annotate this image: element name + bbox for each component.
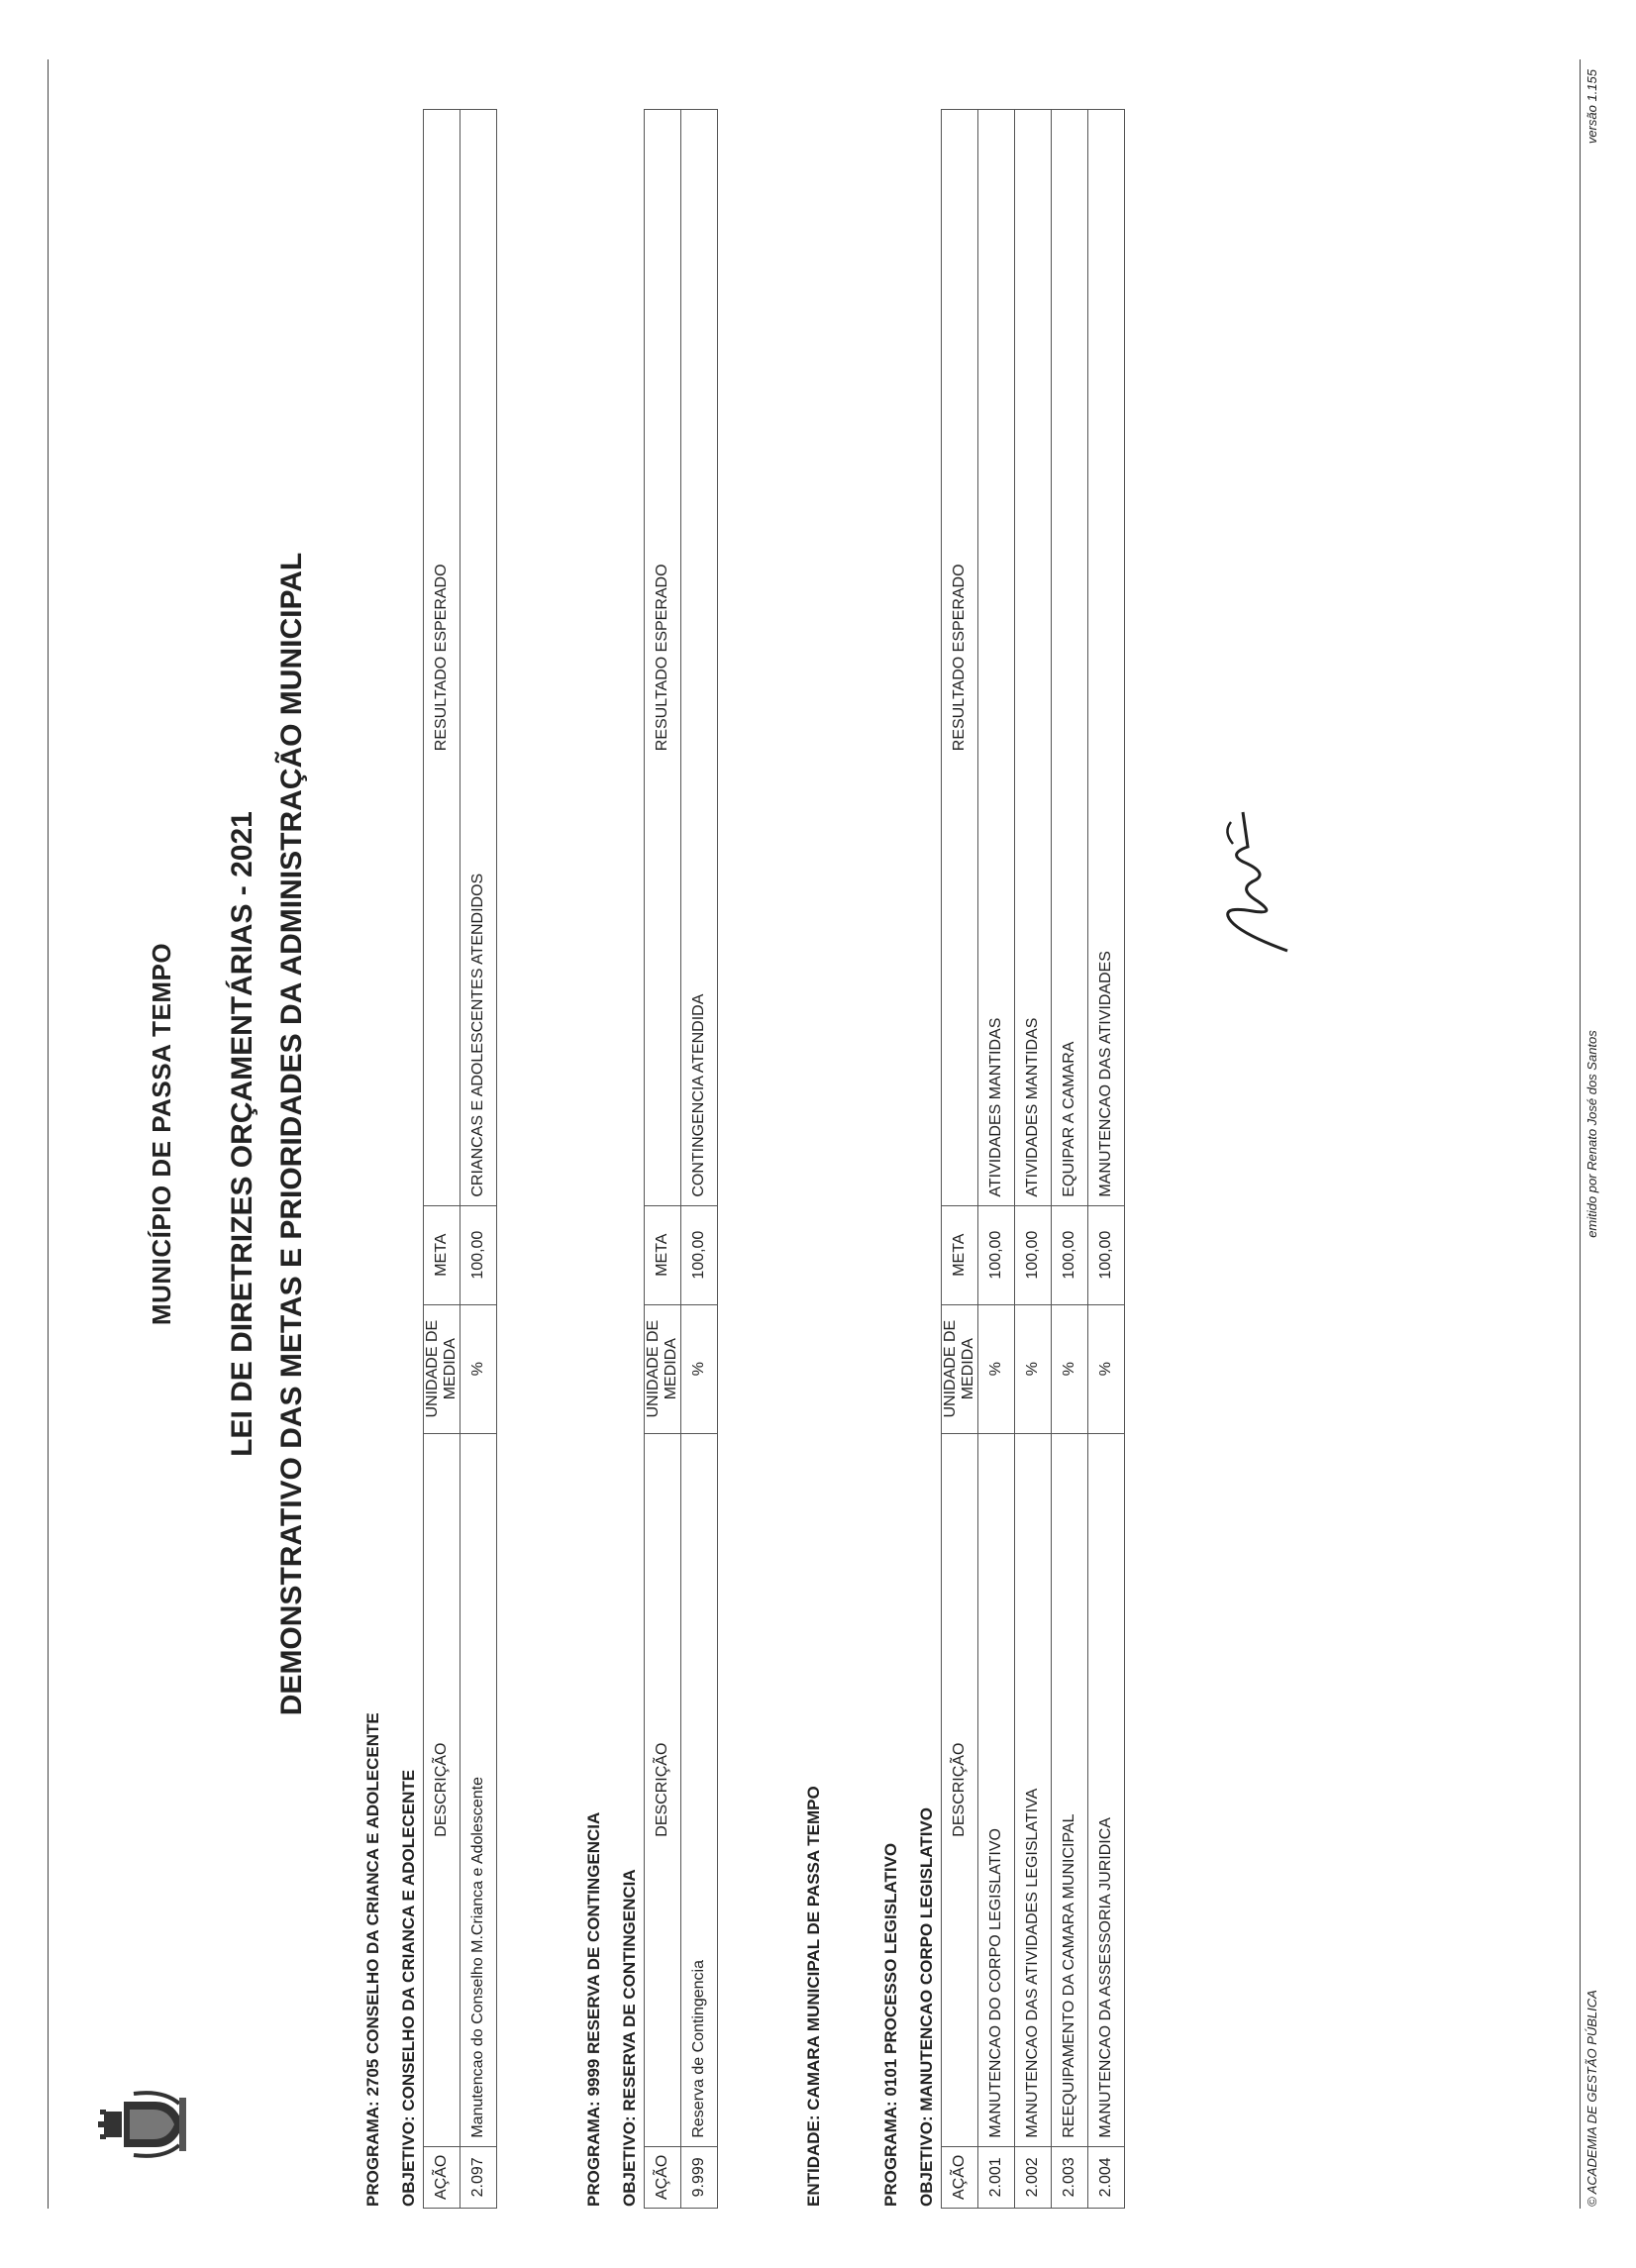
acao-cell: 2.003 — [1052, 2146, 1088, 2208]
acao-cell: 2.001 — [978, 2146, 1015, 2208]
col-resultado-header: RESULTADO ESPERADO — [942, 110, 978, 1206]
bottom-rule — [1580, 59, 1581, 2209]
table-header-row — [942, 110, 978, 2209]
acao-cell: 2.002 — [1015, 2146, 1052, 2208]
meta-cell: 100,00 — [681, 1205, 718, 1304]
table-row — [978, 110, 1015, 2209]
law-title: LEI DE DIRETRIZES ORÇAMENTÁRIAS - 2021 — [226, 811, 258, 1457]
top-rule — [48, 59, 49, 2209]
objetivo-9999-label: OBJETIVO: RESERVA DE CONTINGENCIA — [620, 1869, 639, 2207]
entidade-label: ENTIDADE: CAMARA MUNICIPAL DE PASSA TEMPO — [804, 1786, 823, 2207]
table-programa-9999 — [644, 109, 718, 2209]
unidade-cell: % — [1015, 1304, 1052, 1433]
meta-cell: 100,00 — [978, 1205, 1015, 1304]
acao-cell: 2.004 — [1088, 2146, 1125, 2208]
col-meta-header: META — [645, 1205, 681, 1304]
descricao-cell: MANUTENCAO DAS ATIVIDADES LEGISLATIVA — [1015, 1433, 1052, 2146]
table-row — [1015, 110, 1052, 2209]
col-descricao-header: DESCRIÇÃO — [424, 1433, 460, 2146]
acao-cell: 9.999 — [681, 2146, 718, 2208]
municipality-title: MUNICÍPIO DE PASSA TEMPO — [147, 942, 176, 1326]
programa-0101-label: PROGRAMA: 0101 PROCESSO LEGISLATIVO — [881, 1842, 900, 2207]
descricao-cell: Manutencao do Conselho M.Crianca e Adolescente — [460, 1433, 497, 2146]
signature-icon — [1213, 802, 1302, 961]
table-header-row — [645, 110, 681, 2209]
unidade-cell: % — [681, 1304, 718, 1433]
acao-cell: 2.097 — [460, 2146, 497, 2208]
unidade-cell: % — [1052, 1304, 1088, 1433]
col-unidade-header: UNIDADE DE MEDIDA — [942, 1304, 978, 1433]
report-title: DEMONSTRATIVO DAS METAS E PRIORIDADES DA ADMINISTRAÇÃO MUNICIPAL — [275, 552, 308, 1716]
resultado-cell: CONTINGENCIA ATENDIDA — [681, 110, 718, 1206]
descricao-cell: MANUTENCAO DO CORPO LEGISLATIVO — [978, 1433, 1015, 2146]
resultado-cell: EQUIPAR A CAMARA — [1052, 110, 1088, 1206]
meta-cell: 100,00 — [1052, 1205, 1088, 1304]
table-header-row — [424, 110, 460, 2209]
col-meta-header: META — [942, 1205, 978, 1304]
col-descricao-header: DESCRIÇÃO — [942, 1433, 978, 2146]
meta-cell: 100,00 — [1088, 1205, 1125, 1304]
unidade-cell: % — [978, 1304, 1015, 1433]
col-unidade-header: UNIDADE DE MEDIDA — [424, 1304, 460, 1433]
meta-cell: 100,00 — [460, 1205, 497, 1304]
table-row — [1052, 110, 1088, 2209]
objetivo-2705-label: OBJETIVO: CONSELHO DA CRIANCA E ADOLECENTE — [399, 1769, 418, 2207]
col-acao-header: AÇÃO — [424, 2146, 460, 2208]
programa-9999-label: PROGRAMA: 9999 RESERVA DE CONTINGENCIA — [584, 1811, 603, 2207]
programa-2705-label: PROGRAMA: 2705 CONSELHO DA CRIANCA E ADOLECENTE — [363, 1712, 382, 2207]
col-resultado-header: RESULTADO ESPERADO — [424, 110, 460, 1206]
table-row — [1088, 110, 1125, 2209]
unidade-cell: % — [1088, 1304, 1125, 1433]
footer-version: versão 1.155 — [1585, 69, 1599, 145]
col-acao-header: AÇÃO — [645, 2146, 681, 2208]
resultado-cell: ATIVIDADES MANTIDAS — [978, 110, 1015, 1206]
col-descricao-header: DESCRIÇÃO — [645, 1433, 681, 2146]
resultado-cell: MANUTENCAO DAS ATIVIDADES — [1088, 110, 1125, 1206]
table-row — [460, 110, 497, 2209]
descricao-cell: MANUTENCAO DA ASSESSORIA JURIDICA — [1088, 1433, 1125, 2146]
table-programa-2705 — [423, 109, 497, 2209]
col-acao-header: AÇÃO — [942, 2146, 978, 2208]
col-meta-header: META — [424, 1205, 460, 1304]
table-row — [681, 110, 718, 2209]
descricao-cell: REEQUIPAMENTO DA CAMARA MUNICIPAL — [1052, 1433, 1088, 2146]
resultado-cell: ATIVIDADES MANTIDAS — [1015, 110, 1052, 1206]
resultado-cell: CRIANCAS E ADOLESCENTES ATENDIDOS — [460, 110, 497, 1206]
footer-copyright: © ACADEMIA DE GESTÃO PÚBLICA — [1585, 1990, 1599, 2207]
meta-cell: 100,00 — [1015, 1205, 1052, 1304]
col-unidade-header: UNIDADE DE MEDIDA — [645, 1304, 681, 1433]
col-resultado-header: RESULTADO ESPERADO — [645, 110, 681, 1206]
footer-emitted-by: emitido por Renato José dos Santos — [1585, 1030, 1599, 1238]
table-programa-0101 — [941, 109, 1125, 2209]
objetivo-0101-label: OBJETIVO: MANUTENCAO CORPO LEGISLATIVO — [917, 1807, 936, 2207]
descricao-cell: Reserva de Contingencia — [681, 1433, 718, 2146]
unidade-cell: % — [460, 1304, 497, 1433]
